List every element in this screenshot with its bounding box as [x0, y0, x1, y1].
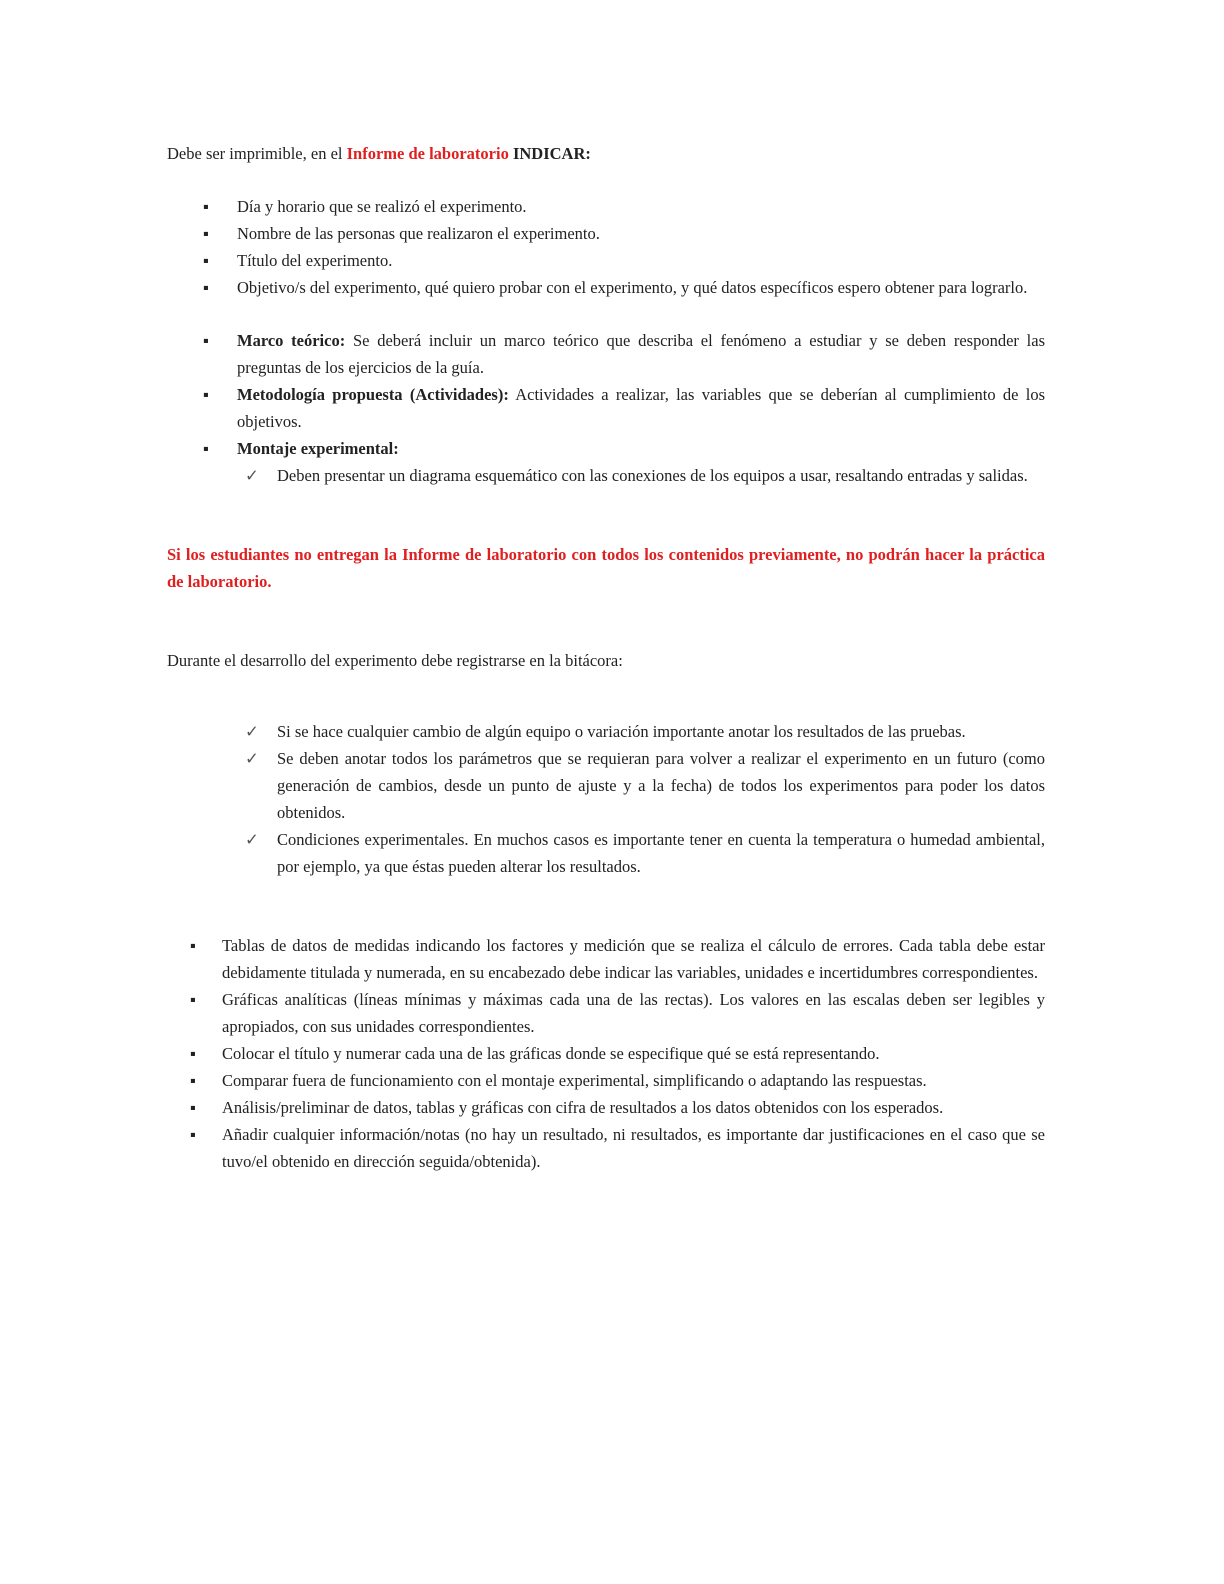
section-text: Se deberá incluir un marco teórico que describa el fenómeno a estudiar y se deben responder las preguntas de los ejercicios de la guía. — [237, 331, 1045, 377]
section-label: Montaje experimental: — [237, 439, 399, 458]
header-item: ▪ Objetivo/s del experimento, qué quiero probar con el experimento, y qué datos específicos espero obtener para lograrlo. — [237, 274, 1045, 301]
warning-text: Si los estudiantes no entregan la Informe de laboratorio con todos los contenidos previamente, no podrán hacer la práctica de laboratorio. — [167, 545, 1045, 591]
final-list — [222, 932, 1045, 1175]
during-list — [277, 718, 1045, 880]
header-item: ▪ Nombre de las personas que realizaron el experimento. — [237, 220, 1045, 247]
final-item: ▪ Análisis/preliminar de datos, tablas y gráficas con cifra de resultados a los datos obtenidos con los esperados. — [222, 1094, 1045, 1121]
final-item: ▪ Comparar fuera de funcionamiento con el montaje experimental, simplificando o adaptando las respuestas. — [222, 1067, 1045, 1094]
section-list — [237, 327, 1045, 489]
section-label: Metodología propuesta (Actividades): — [237, 385, 509, 404]
section-item — [237, 327, 1045, 381]
section-text: Actividades a realizar, las variables que se deberían al cumplimiento de los objetivos. — [237, 385, 1045, 431]
document-body — [167, 140, 1045, 1175]
during-item: ✓ Condiciones experimentales. En muchos casos es importante tener en cuenta la temperatura o humedad ambiental, por ejemplo, ya que éstas pueden alterar los resultados. — [277, 826, 1045, 880]
during-heading: Durante el desarrollo del experimento debe registrarse en la bitácora: — [167, 651, 623, 670]
montaje-sublist — [277, 462, 1045, 489]
final-item: ▪ Gráficas analíticas (líneas mínimas y máximas cada una de las rectas). Los valores en las escalas deben ser legibles y apropiados, con sus unidades correspondientes. — [222, 986, 1045, 1040]
section-label: Marco teórico: — [237, 331, 346, 350]
header-item: ▪ Título del experimento. — [237, 247, 1045, 274]
intro-prefix: Debe ser imprimible, en el — [167, 144, 343, 163]
final-item: ▪ Añadir cualquier información/notas (no hay un resultado, ni resultados, es importante dar justificaciones en el caso que se tuvo/el obtenido en dirección seguida/obtenida). — [222, 1121, 1045, 1175]
header-item: ▪ Día y horario que se realizó el experimento. — [237, 193, 1045, 220]
during-item: ✓ Se deben anotar todos los parámetros que se requieran para volver a realizar el experimento en un futuro (como generación de cambios, desde un punto de ajuste y a la fecha) de todos los experimentos para poder los datos obtenidos. — [277, 745, 1045, 826]
intro-suffix: INDICAR: — [512, 144, 591, 163]
header-list — [237, 193, 1045, 301]
intro-highlight: Informe de laboratorio — [346, 144, 509, 163]
section-item — [237, 435, 1045, 489]
intro-line — [167, 140, 1045, 167]
final-item: ▪ Colocar el título y numerar cada una de las gráficas donde se especifique qué se está representando. — [222, 1040, 1045, 1067]
section-item — [237, 381, 1045, 435]
montaje-subitem: ✓ Deben presentar un diagrama esquemático con las conexiones de los equipos a usar, resaltando entradas y salidas. — [277, 462, 1045, 489]
during-item: ✓ Si se hace cualquier cambio de algún equipo o variación importante anotar los resultados de las pruebas. — [277, 718, 1045, 745]
final-item: ▪ Tablas de datos de medidas indicando los factores y medición que se realiza el cálculo de errores. Cada tabla debe estar debidamente titulada y numerada, en su encabezado debe indicar las variables, unidades e incertidumbres correspondientes. — [222, 932, 1045, 986]
